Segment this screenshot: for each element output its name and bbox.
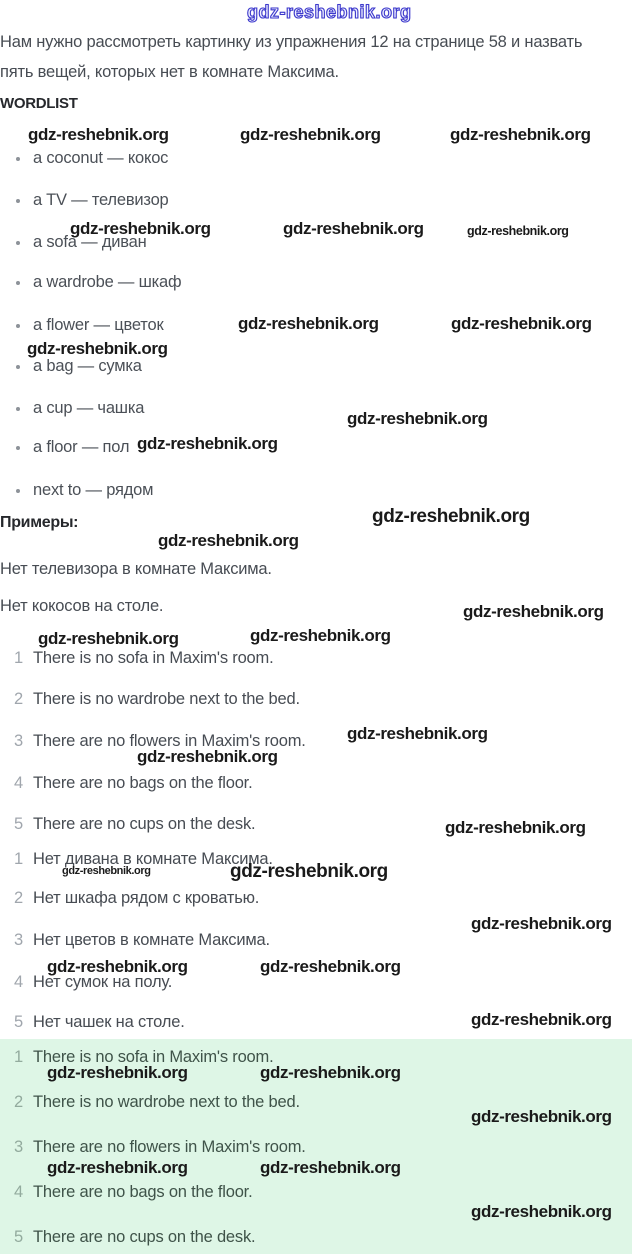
answer-row-en xyxy=(14,649,273,668)
answer-number: 4 xyxy=(14,774,23,792)
intro-line-2: пять вещей, которых нет в комнате Максима. xyxy=(0,63,339,81)
answer-text: There are no flowers in Maxim's room. xyxy=(33,732,306,750)
watermark: gdz-reshebnik.org xyxy=(471,1107,612,1126)
answer-row-ru xyxy=(14,889,259,908)
watermark: gdz-reshebnik.org xyxy=(471,1010,612,1029)
wordlist-item xyxy=(16,438,129,457)
wordlist-item xyxy=(16,149,168,168)
bullet-icon xyxy=(16,281,20,285)
wordlist-item-label: a coconut — кокос xyxy=(33,149,169,167)
watermark: gdz-reshebnik.org xyxy=(137,747,278,766)
wordlist-item-label: a sofa — диван xyxy=(33,233,147,251)
answer-text: There are no bags on the floor. xyxy=(33,1183,253,1201)
wordlist-item-label: a flower — цветок xyxy=(33,316,164,334)
answer-text: There is no sofa in Maxim's room. xyxy=(33,1048,274,1066)
answer-number: 1 xyxy=(14,850,23,868)
wordlist-heading: WORDLIST xyxy=(0,95,78,112)
watermark: gdz-reshebnik.org xyxy=(47,957,188,976)
watermark: gdz-reshebnik.org xyxy=(451,314,592,333)
answer-text: There is no wardrobe next to the bed. xyxy=(33,1093,300,1111)
answer-number: 3 xyxy=(14,931,23,949)
watermark: gdz-reshebnik.org xyxy=(47,1158,188,1177)
wordlist-item-label: a TV — телевизор xyxy=(33,191,169,209)
answer-text: Нет дивана в комнате Максима. xyxy=(33,850,273,868)
answer-row-en xyxy=(14,774,252,793)
answer-row-highlighted xyxy=(14,1138,306,1157)
example-line: Нет кокосов на столе. xyxy=(0,597,164,615)
watermark: gdz-reshebnik.org xyxy=(230,861,388,882)
answer-number: 5 xyxy=(14,1228,23,1246)
answer-text: Нет чашек на столе. xyxy=(33,1013,185,1031)
answer-row-ru xyxy=(14,931,270,950)
intro-line-1: Нам нужно рассмотреть картинку из упражнения 12 на странице 58 и назвать xyxy=(0,33,583,51)
answer-number: 2 xyxy=(14,889,23,907)
answer-text: There are no cups on the desk. xyxy=(33,1228,256,1246)
wordlist-item xyxy=(16,481,153,500)
answer-number: 3 xyxy=(14,732,23,750)
watermark: gdz-reshebnik.org xyxy=(445,818,586,837)
watermark: gdz-reshebnik.org xyxy=(347,409,488,428)
answer-number: 5 xyxy=(14,1013,23,1031)
answer-text: There is no wardrobe next to the bed. xyxy=(33,690,300,708)
watermark: gdz-reshebnik.org xyxy=(450,125,591,144)
wordlist-item xyxy=(16,273,181,292)
answer-row-en xyxy=(14,690,300,709)
watermark: gdz-reshebnik.org xyxy=(260,1063,401,1082)
wordlist-item-label: a floor — пол xyxy=(33,438,130,456)
bullet-icon xyxy=(16,489,20,493)
answer-row-highlighted xyxy=(14,1093,300,1112)
answer-number: 5 xyxy=(14,815,23,833)
answer-row-highlighted xyxy=(14,1228,255,1247)
watermark: gdz-reshebnik.org xyxy=(238,314,379,333)
answer-text: Нет шкафа рядом с кроватью. xyxy=(33,889,260,907)
answer-number: 2 xyxy=(14,690,23,708)
bullet-icon xyxy=(16,365,20,369)
wordlist-item xyxy=(16,357,142,376)
bullet-icon xyxy=(16,199,20,203)
watermark: gdz-reshebnik.org xyxy=(372,506,530,527)
watermark: gdz-reshebnik.org xyxy=(463,602,604,621)
wordlist-item-label: a wardrobe — шкаф xyxy=(33,273,182,291)
watermark: gdz-reshebnik.org xyxy=(137,434,278,453)
watermark: gdz-reshebnik.org xyxy=(260,957,401,976)
wordlist-item xyxy=(16,191,169,210)
answer-number: 1 xyxy=(14,1048,23,1066)
answer-text: Нет сумок на полу. xyxy=(33,973,173,991)
examples-heading: Примеры: xyxy=(0,514,79,531)
bullet-icon xyxy=(16,241,20,245)
watermark: gdz-reshebnik.org xyxy=(28,125,169,144)
wordlist-item-label: a cup — чашка xyxy=(33,399,145,417)
watermark: gdz-reshebnik.org xyxy=(47,1063,188,1082)
answer-number: 1 xyxy=(14,649,23,667)
answer-row-ru xyxy=(14,1013,185,1032)
watermark: gdz-reshebnik.org xyxy=(158,531,299,550)
watermark: gdz-reshebnik.org xyxy=(62,865,151,877)
answer-number: 4 xyxy=(14,973,23,991)
bullet-icon xyxy=(16,324,20,328)
answer-number: 4 xyxy=(14,1183,23,1201)
example-line: Нет телевизора в комнате Максима. xyxy=(0,560,272,578)
wordlist-item xyxy=(16,399,144,418)
watermark: gdz-reshebnik.org xyxy=(471,914,612,933)
answer-text: Нет цветов в комнате Максима. xyxy=(33,931,270,949)
watermark: gdz-reshebnik.org xyxy=(240,125,381,144)
watermark-top: gdz-reshebnik.org xyxy=(247,2,412,22)
watermark: gdz-reshebnik.org xyxy=(70,219,211,238)
answer-row-highlighted xyxy=(14,1183,252,1202)
answer-number: 2 xyxy=(14,1093,23,1111)
watermark: gdz-reshebnik.org xyxy=(467,224,569,238)
watermark: gdz-reshebnik.org xyxy=(260,1158,401,1177)
wordlist-item-label: a bag — сумка xyxy=(33,357,142,375)
watermark: gdz-reshebnik.org xyxy=(38,629,179,648)
watermark: gdz-reshebnik.org xyxy=(347,724,488,743)
answer-text: There are no bags on the floor. xyxy=(33,774,253,792)
wordlist-item-label: next to — рядом xyxy=(33,481,154,499)
wordlist-item xyxy=(16,316,163,335)
bullet-icon xyxy=(16,446,20,450)
answer-row-en xyxy=(14,815,255,834)
watermark: gdz-reshebnik.org xyxy=(283,219,424,238)
answer-number: 3 xyxy=(14,1138,23,1156)
answer-text: There are no flowers in Maxim's room. xyxy=(33,1138,306,1156)
answer-text: There is no sofa in Maxim's room. xyxy=(33,649,274,667)
answer-text: There are no cups on the desk. xyxy=(33,815,256,833)
bullet-icon xyxy=(16,407,20,411)
watermark: gdz-reshebnik.org xyxy=(27,339,168,358)
watermark: gdz-reshebnik.org xyxy=(250,626,391,645)
bullet-icon xyxy=(16,157,20,161)
watermark: gdz-reshebnik.org xyxy=(471,1202,612,1221)
